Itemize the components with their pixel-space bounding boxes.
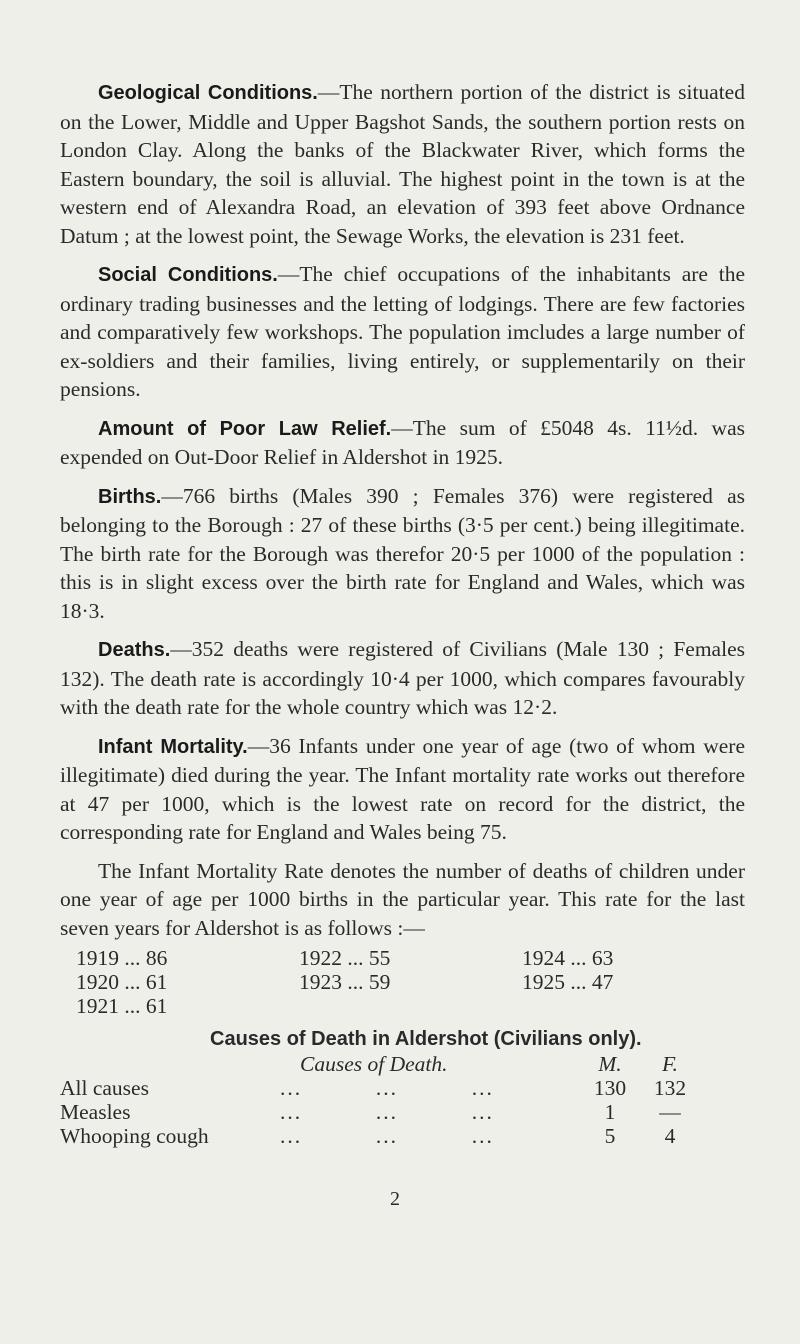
social-paragraph <box>60 260 745 404</box>
causes-table <box>60 1076 745 1148</box>
poor-law-paragraph <box>60 414 745 472</box>
page-number: 2 <box>390 1188 400 1210</box>
poor-law-text: —The sum of £5048 4s. 11½d. was expended on Out-Door Relief in Aldershot in 1925. <box>60 415 745 469</box>
poor-law-heading: Amount of Poor Law Relief. <box>98 417 392 440</box>
social-text: —The chief occupations of the inhabitants are the ordinary trading businesses and the letting of lodgings. There are few factories and comparatively few workshops. The population imcludes a large number of ex-soldiers and their families, living entirely, or supplementarily on their pensions. <box>60 262 746 401</box>
deaths-paragraph <box>60 635 745 722</box>
deaths-text: —352 deaths were registered of Civilians (Male 130 ; Females 132). The death rate is accordingly 10·4 per 1000, which compares favourably with the death rate for the whole country which was 12·2. <box>60 637 745 719</box>
table-row <box>60 1100 745 1124</box>
table-cell: 1920 ... 61 <box>76 970 168 994</box>
table-cell: 1925 ... 47 <box>522 970 614 994</box>
geological-paragraph <box>60 78 745 250</box>
table-cell: 1924 ... 63 <box>522 946 614 970</box>
male-count: 1 <box>604 1100 616 1124</box>
cause-name: Whooping cough <box>60 1124 209 1148</box>
column-header-male: M. <box>598 1052 622 1076</box>
infant-paragraph <box>60 732 745 847</box>
table-cell: 1919 ... 86 <box>76 946 168 970</box>
cause-name: All causes <box>60 1076 149 1100</box>
table-row <box>60 1124 745 1148</box>
female-count: 4 <box>664 1124 676 1148</box>
social-heading: Social Conditions. <box>98 264 278 286</box>
causes-header-row <box>60 1052 745 1076</box>
births-text: —766 births (Males 390 ; Females 376) were registered as belonging to the Borough : 27 of these births (3·5 per cent.) being illegitimate. The birth rate for the Borough was therefor 20·5 per 1000 of the population : this is in slight excess over the birth rate for England and Wales, which was 18·3. <box>60 483 745 623</box>
table-row <box>60 1076 745 1100</box>
cause-name: Measles <box>60 1100 131 1124</box>
table-cell: 1922 ... 55 <box>299 946 391 970</box>
column-header-female: F. <box>662 1052 678 1076</box>
table-row <box>76 946 745 970</box>
table-cell: 1923 ... 59 <box>299 970 391 994</box>
female-count: 132 <box>653 1076 687 1100</box>
female-count: — <box>659 1100 681 1124</box>
leader-dots: ... ... ... <box>280 1076 494 1100</box>
imr-intro-paragraph: The Infant Mortality Rate denotes the number of deaths of children under one year of age per 1000 births in the particular year. This rate for the last seven years for Aldershot is as follows :— <box>60 858 745 940</box>
leader-dots: ... ... ... <box>280 1124 494 1148</box>
births-paragraph <box>60 482 745 626</box>
causes-title: Causes of Death in Aldershot (Civilians only). <box>210 1028 642 1050</box>
causes-subtitle: Causes of Death. <box>300 1052 448 1076</box>
deaths-heading: Deaths. <box>98 639 171 661</box>
infant-heading: Infant Mortality. <box>98 735 248 758</box>
male-count: 5 <box>604 1124 616 1148</box>
table-cell: 1921 ... 61 <box>76 994 168 1018</box>
births-heading: Births. <box>98 485 162 508</box>
infant-text: —36 Infants under one year of age (two of whom were illegitimate) died during the year. The Infant mortality rate works out therefore at 47 per 1000, which is the lowest rate on record for the district, the corresponding rate for England and Wales being 75. <box>60 733 746 844</box>
geological-text: —The northern portion of the district is situated on the Lower, Middle and Upper Bagshot Sands, the southern portion rests on London Clay. Along the banks of the Blackwater River, which forms the Eastern boundary, the soil is alluvial. The highest point in the town is at the western end of Alexandra Road, an elevation of 393 feet above Ordnance Datum ; at the lowest point, the Sewage Works, the elevation is 231 feet. <box>60 80 745 248</box>
infant-mortality-table <box>76 946 745 1018</box>
table-row <box>76 994 745 1018</box>
table-row <box>76 970 745 994</box>
geological-heading: Geological Conditions. <box>98 82 318 104</box>
leader-dots: ... ... ... <box>280 1100 494 1124</box>
male-count: 130 <box>593 1076 627 1100</box>
document-page <box>60 78 745 1148</box>
